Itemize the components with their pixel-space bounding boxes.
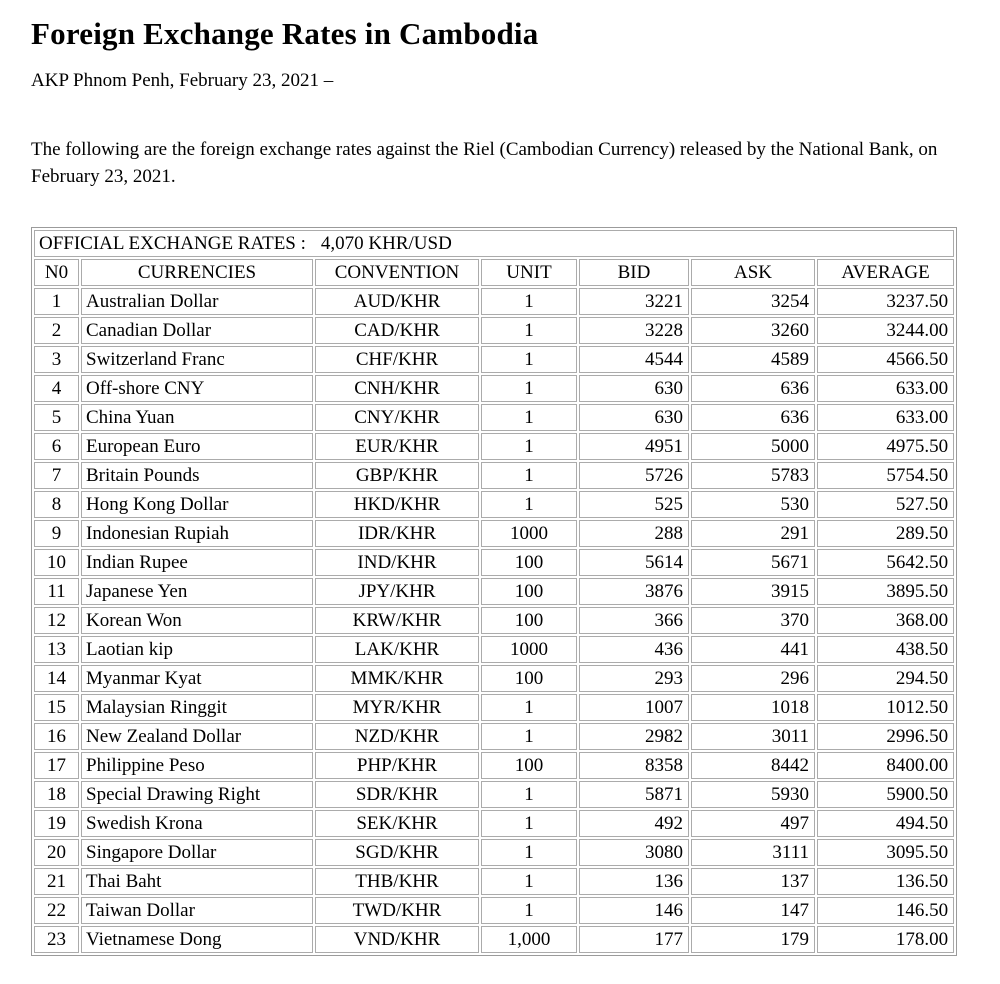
cell-convention: AUD/KHR bbox=[315, 288, 479, 315]
cell-unit: 1 bbox=[481, 868, 577, 895]
cell-convention: HKD/KHR bbox=[315, 491, 479, 518]
cell-currency: Indian Rupee bbox=[81, 549, 313, 576]
cell-convention: CAD/KHR bbox=[315, 317, 479, 344]
cell-unit: 1 bbox=[481, 810, 577, 837]
cell-ask: 5671 bbox=[691, 549, 815, 576]
column-header-convention: CONVENTION bbox=[315, 259, 479, 286]
cell-average: 294.50 bbox=[817, 665, 954, 692]
byline: AKP Phnom Penh, February 23, 2021 – bbox=[31, 70, 334, 91]
cell-average: 178.00 bbox=[817, 926, 954, 953]
cell-no: 13 bbox=[34, 636, 79, 663]
cell-bid: 3221 bbox=[579, 288, 689, 315]
cell-currency: Australian Dollar bbox=[81, 288, 313, 315]
cell-bid: 3228 bbox=[579, 317, 689, 344]
column-header-ask: ASK bbox=[691, 259, 815, 286]
cell-convention: EUR/KHR bbox=[315, 433, 479, 460]
cell-currency: Swedish Krona bbox=[81, 810, 313, 837]
cell-average: 633.00 bbox=[817, 404, 954, 431]
official-rate-label: OFFICIAL EXCHANGE RATES : bbox=[39, 233, 306, 254]
cell-no: 6 bbox=[34, 433, 79, 460]
cell-ask: 3254 bbox=[691, 288, 815, 315]
cell-average: 3244.00 bbox=[817, 317, 954, 344]
cell-unit: 1 bbox=[481, 433, 577, 460]
intro-paragraph: The following are the foreign exchange rates against the Riel (Cambodian Currency) released by the National Bank, on February 23, 2021. bbox=[31, 139, 938, 187]
table-row bbox=[34, 694, 954, 721]
cell-currency: Special Drawing Right bbox=[81, 781, 313, 808]
cell-no: 18 bbox=[34, 781, 79, 808]
cell-currency: Off-shore CNY bbox=[81, 375, 313, 402]
cell-unit: 100 bbox=[481, 665, 577, 692]
cell-ask: 3111 bbox=[691, 839, 815, 866]
cell-ask: 179 bbox=[691, 926, 815, 953]
cell-unit: 1 bbox=[481, 375, 577, 402]
cell-unit: 1 bbox=[481, 288, 577, 315]
table-row bbox=[34, 839, 954, 866]
cell-unit: 1 bbox=[481, 781, 577, 808]
cell-convention: SDR/KHR bbox=[315, 781, 479, 808]
cell-bid: 8358 bbox=[579, 752, 689, 779]
table-row bbox=[34, 520, 954, 547]
cell-ask: 5783 bbox=[691, 462, 815, 489]
cell-no: 22 bbox=[34, 897, 79, 924]
cell-average: 438.50 bbox=[817, 636, 954, 663]
cell-currency: Indonesian Rupiah bbox=[81, 520, 313, 547]
cell-no: 23 bbox=[34, 926, 79, 953]
table-row bbox=[34, 462, 954, 489]
cell-convention: MMK/KHR bbox=[315, 665, 479, 692]
cell-currency: Canadian Dollar bbox=[81, 317, 313, 344]
table-row bbox=[34, 404, 954, 431]
table-body bbox=[34, 288, 954, 953]
table-row bbox=[34, 433, 954, 460]
cell-ask: 147 bbox=[691, 897, 815, 924]
cell-ask: 3011 bbox=[691, 723, 815, 750]
cell-average: 3895.50 bbox=[817, 578, 954, 605]
cell-unit: 1000 bbox=[481, 636, 577, 663]
cell-average: 2996.50 bbox=[817, 723, 954, 750]
cell-average: 4975.50 bbox=[817, 433, 954, 460]
table-row bbox=[34, 375, 954, 402]
cell-unit: 1 bbox=[481, 462, 577, 489]
table-row bbox=[34, 607, 954, 634]
cell-currency: Laotian kip bbox=[81, 636, 313, 663]
cell-unit: 100 bbox=[481, 607, 577, 634]
cell-bid: 630 bbox=[579, 404, 689, 431]
cell-bid: 4544 bbox=[579, 346, 689, 373]
cell-bid: 177 bbox=[579, 926, 689, 953]
cell-bid: 5614 bbox=[579, 549, 689, 576]
cell-no: 14 bbox=[34, 665, 79, 692]
cell-ask: 636 bbox=[691, 375, 815, 402]
official-rate-value: 4,070 KHR/USD bbox=[320, 233, 452, 254]
cell-unit: 100 bbox=[481, 578, 577, 605]
cell-average: 5642.50 bbox=[817, 549, 954, 576]
page-title: Foreign Exchange Rates in Cambodia bbox=[31, 16, 539, 51]
cell-no: 16 bbox=[34, 723, 79, 750]
cell-currency: New Zealand Dollar bbox=[81, 723, 313, 750]
cell-ask: 296 bbox=[691, 665, 815, 692]
cell-currency: Malaysian Ringgit bbox=[81, 694, 313, 721]
cell-no: 2 bbox=[34, 317, 79, 344]
column-header-no: N0 bbox=[34, 259, 79, 286]
table-row bbox=[34, 752, 954, 779]
cell-unit: 1 bbox=[481, 694, 577, 721]
cell-unit: 1,000 bbox=[481, 926, 577, 953]
cell-bid: 366 bbox=[579, 607, 689, 634]
cell-unit: 100 bbox=[481, 549, 577, 576]
cell-unit: 1000 bbox=[481, 520, 577, 547]
table-row bbox=[34, 897, 954, 924]
table-row bbox=[34, 578, 954, 605]
cell-convention: SGD/KHR bbox=[315, 839, 479, 866]
cell-bid: 136 bbox=[579, 868, 689, 895]
cell-convention: SEK/KHR bbox=[315, 810, 479, 837]
cell-average: 8400.00 bbox=[817, 752, 954, 779]
cell-no: 7 bbox=[34, 462, 79, 489]
cell-bid: 146 bbox=[579, 897, 689, 924]
cell-average: 368.00 bbox=[817, 607, 954, 634]
cell-bid: 5726 bbox=[579, 462, 689, 489]
cell-convention: KRW/KHR bbox=[315, 607, 479, 634]
table-row bbox=[34, 926, 954, 953]
cell-ask: 8442 bbox=[691, 752, 815, 779]
cell-no: 15 bbox=[34, 694, 79, 721]
cell-average: 1012.50 bbox=[817, 694, 954, 721]
cell-no: 3 bbox=[34, 346, 79, 373]
cell-bid: 4951 bbox=[579, 433, 689, 460]
cell-unit: 1 bbox=[481, 839, 577, 866]
cell-unit: 1 bbox=[481, 346, 577, 373]
cell-currency: Switzerland Franc bbox=[81, 346, 313, 373]
cell-bid: 293 bbox=[579, 665, 689, 692]
cell-convention: VND/KHR bbox=[315, 926, 479, 953]
cell-bid: 5871 bbox=[579, 781, 689, 808]
cell-ask: 291 bbox=[691, 520, 815, 547]
table-row bbox=[34, 723, 954, 750]
cell-currency: China Yuan bbox=[81, 404, 313, 431]
cell-currency: Hong Kong Dollar bbox=[81, 491, 313, 518]
cell-unit: 1 bbox=[481, 317, 577, 344]
table-row bbox=[34, 810, 954, 837]
table-row bbox=[34, 317, 954, 344]
cell-ask: 530 bbox=[691, 491, 815, 518]
table-row bbox=[34, 636, 954, 663]
cell-bid: 3876 bbox=[579, 578, 689, 605]
column-header-bid: BID bbox=[579, 259, 689, 286]
column-header-average: AVERAGE bbox=[817, 259, 954, 286]
cell-unit: 100 bbox=[481, 752, 577, 779]
cell-currency: Taiwan Dollar bbox=[81, 897, 313, 924]
cell-bid: 1007 bbox=[579, 694, 689, 721]
cell-bid: 436 bbox=[579, 636, 689, 663]
cell-currency: Japanese Yen bbox=[81, 578, 313, 605]
official-rate-cell bbox=[34, 230, 954, 257]
cell-no: 4 bbox=[34, 375, 79, 402]
cell-ask: 5000 bbox=[691, 433, 815, 460]
cell-ask: 3260 bbox=[691, 317, 815, 344]
cell-average: 146.50 bbox=[817, 897, 954, 924]
cell-no: 9 bbox=[34, 520, 79, 547]
cell-no: 20 bbox=[34, 839, 79, 866]
table-row bbox=[34, 346, 954, 373]
cell-currency: Vietnamese Dong bbox=[81, 926, 313, 953]
cell-average: 3237.50 bbox=[817, 288, 954, 315]
cell-ask: 441 bbox=[691, 636, 815, 663]
cell-bid: 2982 bbox=[579, 723, 689, 750]
cell-convention: CHF/KHR bbox=[315, 346, 479, 373]
cell-no: 8 bbox=[34, 491, 79, 518]
cell-average: 289.50 bbox=[817, 520, 954, 547]
cell-convention: IND/KHR bbox=[315, 549, 479, 576]
cell-ask: 370 bbox=[691, 607, 815, 634]
table-row bbox=[34, 781, 954, 808]
cell-bid: 630 bbox=[579, 375, 689, 402]
column-header-currencies: CURRENCIES bbox=[81, 259, 313, 286]
cell-ask: 497 bbox=[691, 810, 815, 837]
cell-no: 21 bbox=[34, 868, 79, 895]
cell-average: 5900.50 bbox=[817, 781, 954, 808]
cell-currency: Britain Pounds bbox=[81, 462, 313, 489]
exchange-rates-table bbox=[31, 227, 957, 956]
cell-convention: NZD/KHR bbox=[315, 723, 479, 750]
cell-currency: Singapore Dollar bbox=[81, 839, 313, 866]
cell-no: 19 bbox=[34, 810, 79, 837]
cell-convention: GBP/KHR bbox=[315, 462, 479, 489]
cell-currency: European Euro bbox=[81, 433, 313, 460]
cell-no: 1 bbox=[34, 288, 79, 315]
cell-convention: TWD/KHR bbox=[315, 897, 479, 924]
cell-ask: 137 bbox=[691, 868, 815, 895]
cell-unit: 1 bbox=[481, 897, 577, 924]
cell-ask: 4589 bbox=[691, 346, 815, 373]
cell-average: 494.50 bbox=[817, 810, 954, 837]
table-row bbox=[34, 288, 954, 315]
cell-bid: 288 bbox=[579, 520, 689, 547]
cell-convention: LAK/KHR bbox=[315, 636, 479, 663]
cell-bid: 492 bbox=[579, 810, 689, 837]
table-row bbox=[34, 868, 954, 895]
cell-ask: 1018 bbox=[691, 694, 815, 721]
official-rate-row bbox=[34, 230, 954, 257]
cell-currency: Myanmar Kyat bbox=[81, 665, 313, 692]
cell-unit: 1 bbox=[481, 491, 577, 518]
cell-no: 12 bbox=[34, 607, 79, 634]
cell-average: 136.50 bbox=[817, 868, 954, 895]
cell-currency: Korean Won bbox=[81, 607, 313, 634]
cell-average: 527.50 bbox=[817, 491, 954, 518]
cell-convention: MYR/KHR bbox=[315, 694, 479, 721]
cell-no: 5 bbox=[34, 404, 79, 431]
cell-average: 5754.50 bbox=[817, 462, 954, 489]
cell-currency: Thai Baht bbox=[81, 868, 313, 895]
cell-currency: Philippine Peso bbox=[81, 752, 313, 779]
table-row bbox=[34, 549, 954, 576]
cell-convention: IDR/KHR bbox=[315, 520, 479, 547]
cell-ask: 3915 bbox=[691, 578, 815, 605]
cell-ask: 5930 bbox=[691, 781, 815, 808]
cell-unit: 1 bbox=[481, 723, 577, 750]
cell-bid: 525 bbox=[579, 491, 689, 518]
table-row bbox=[34, 491, 954, 518]
cell-convention: CNY/KHR bbox=[315, 404, 479, 431]
cell-no: 10 bbox=[34, 549, 79, 576]
cell-ask: 636 bbox=[691, 404, 815, 431]
cell-convention: CNH/KHR bbox=[315, 375, 479, 402]
cell-convention: THB/KHR bbox=[315, 868, 479, 895]
cell-no: 11 bbox=[34, 578, 79, 605]
cell-convention: JPY/KHR bbox=[315, 578, 479, 605]
cell-bid: 3080 bbox=[579, 839, 689, 866]
table-header-row bbox=[34, 259, 954, 286]
cell-no: 17 bbox=[34, 752, 79, 779]
cell-unit: 1 bbox=[481, 404, 577, 431]
cell-average: 4566.50 bbox=[817, 346, 954, 373]
cell-average: 3095.50 bbox=[817, 839, 954, 866]
cell-convention: PHP/KHR bbox=[315, 752, 479, 779]
column-header-unit: UNIT bbox=[481, 259, 577, 286]
cell-average: 633.00 bbox=[817, 375, 954, 402]
table-row bbox=[34, 665, 954, 692]
